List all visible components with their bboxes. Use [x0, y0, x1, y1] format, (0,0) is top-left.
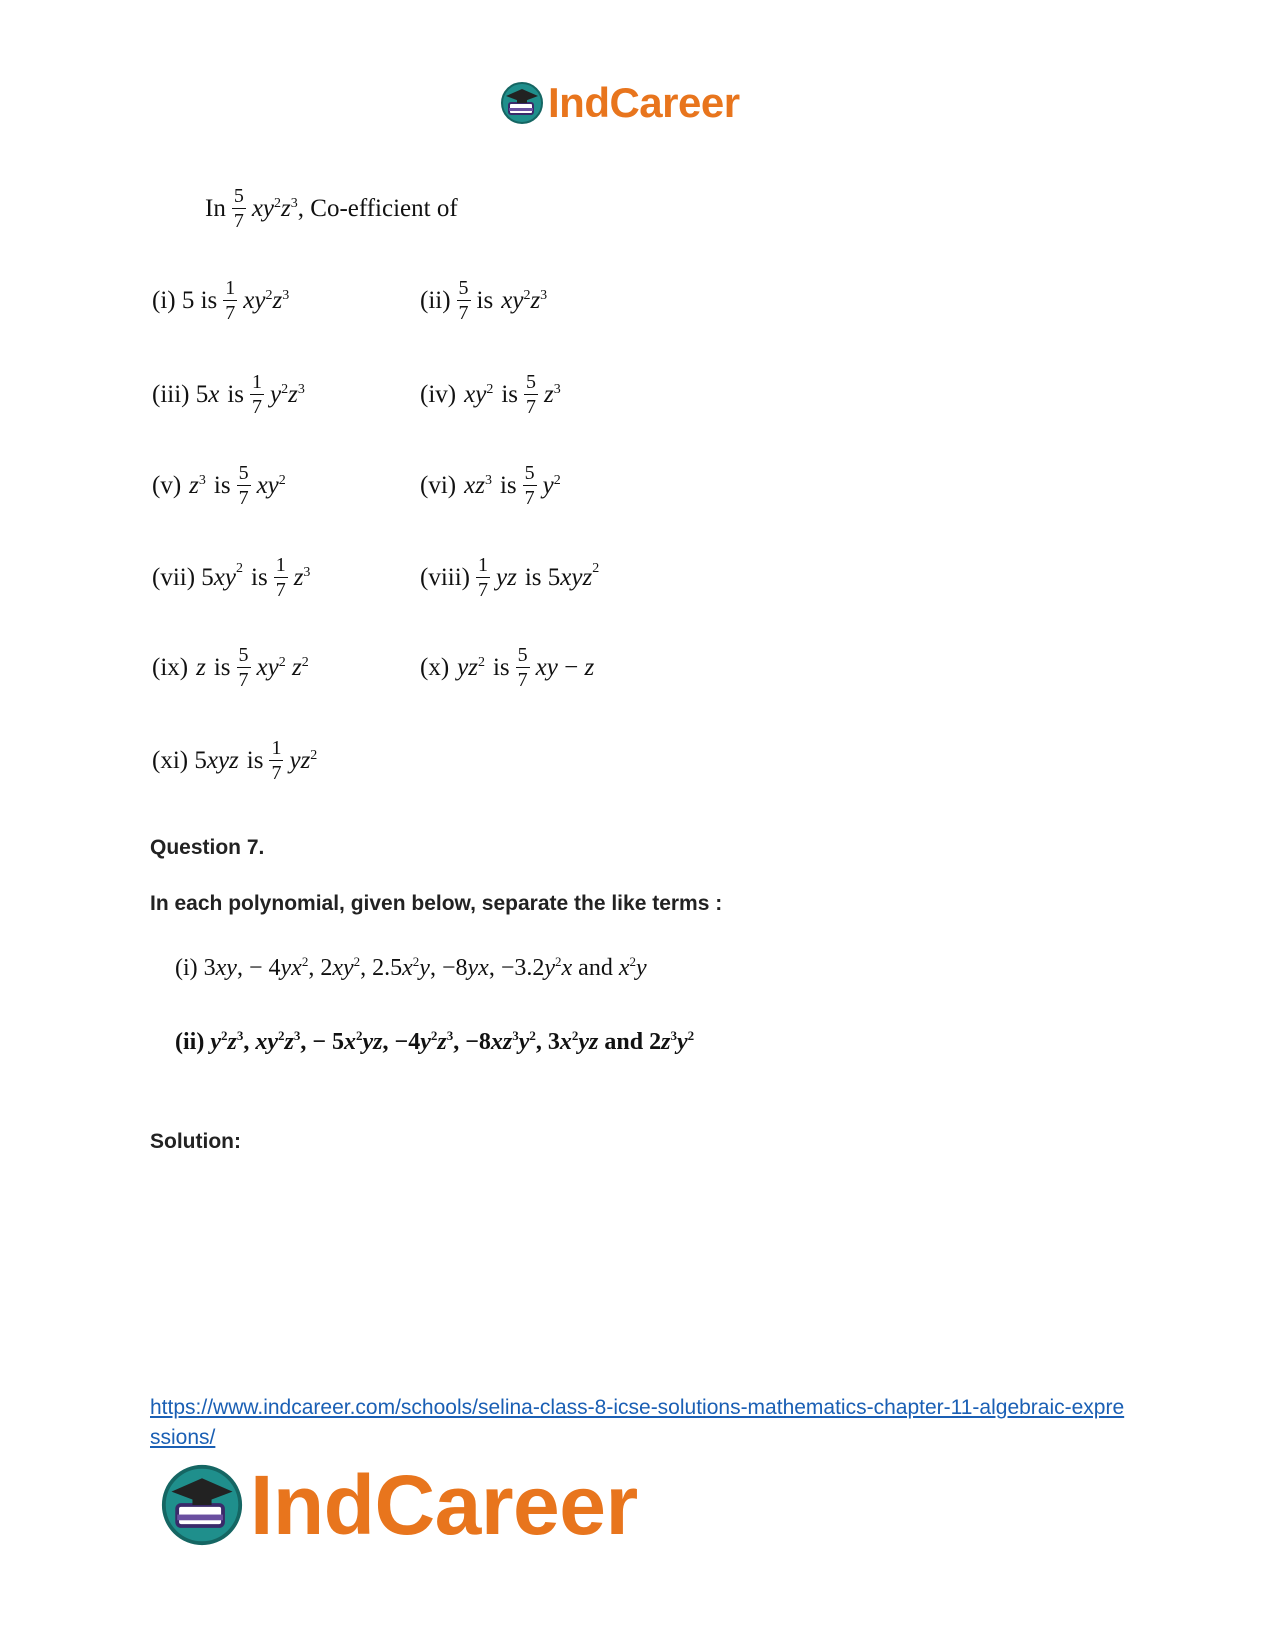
fraction: $\frac{1}{7}$ — [252, 371, 263, 418]
answer-item-iii: (iii) 5 x is $\frac{1}{7}$ $y^2z^3$ — [152, 371, 305, 418]
header-logo — [500, 80, 740, 126]
source-link[interactable]: https://www.indcareer.com/schools/selina-class-8-icse-solutions-mathematics-chapter-11-algebraic-expressions/ — [150, 1396, 1125, 1450]
fraction: $\frac{1}{7}$ — [275, 554, 286, 601]
expression: $xy^2z^3$ — [251, 195, 298, 222]
expression: $xy^2$ $z^2$ — [256, 654, 309, 681]
polynomial-part-i: (i) 3xy, − $4yx^2$, $2xy^2$, $2.5x^2y$, −8yx, $-3.2y^2x$ and $x^2y$ — [175, 954, 647, 981]
fraction: $\frac{5}{7}$ — [233, 185, 244, 232]
fraction: $\frac{1}{7}$ — [478, 554, 488, 601]
fraction: $\frac{5}{7}$ — [526, 371, 536, 418]
intro-lead: In — [205, 195, 226, 222]
expression: $xy^2$ — [464, 381, 494, 408]
answer-item-ix: (ix) z is $\frac{5}{7}$ $xy^2$ $z^2$ — [152, 644, 309, 691]
expression: $z^3$ — [189, 472, 206, 499]
fraction: $\frac{5}{7}$ — [238, 462, 249, 509]
brand-name: IndCareer — [250, 1458, 638, 1552]
intro-tail: , Co-efficient of — [297, 195, 458, 222]
polynomial-part-ii: (ii) $y^2z^3$, $xy^2z^3$, − $5x^2yz$, $-4y^2z^3$, $-8xz^3y^2$, $3x^2yz$ and $2z^3y^2$ — [175, 1028, 695, 1055]
answer-item-v: (v) $z^3$ is $\frac{5}{7}$ $xy^2$ — [152, 462, 286, 509]
question-prompt: In each polynomial, given below, separate the like terms : — [150, 892, 723, 915]
fraction: $\frac{5}{7}$ — [458, 277, 469, 324]
expression: $y^2$ — [542, 472, 561, 499]
brand-name: IndCareer — [548, 79, 740, 126]
fraction: $\frac{5}{7}$ — [524, 462, 535, 509]
answer-item-xi: (xi) 5 xyz is $\frac{1}{7}$ $yz^2$ — [152, 737, 318, 784]
solution-title: Solution: — [150, 1130, 241, 1153]
graduation-cap-book-icon — [160, 1463, 244, 1547]
fraction: $\frac{5}{7}$ — [238, 644, 249, 691]
footer-logo — [160, 1458, 638, 1552]
expression: $xy^2z^3$ — [501, 287, 548, 314]
answer-item-x: (x) $yz^2$ is $\frac{5}{7}$ xy − z — [420, 644, 595, 691]
answer-item-ii: (ii) $\frac{5}{7}$ is $xy^2z^3$ — [420, 277, 548, 324]
question-title: Question 7. — [150, 836, 265, 859]
expression: $xy^2$ — [256, 472, 286, 499]
expression: $yz^2$ — [457, 654, 485, 681]
fraction: $\frac{1}{7}$ — [271, 737, 282, 784]
expression: xy − z — [535, 654, 595, 681]
answer-item-viii: (viii) $\frac{1}{7}$ yz is 5 xyz $^2$ — [420, 554, 600, 601]
answer-item-vii: (vii) 5 xy $^2$ is $\frac{1}{7}$ $z^3$ — [152, 554, 311, 601]
fraction: $\frac{5}{7}$ — [517, 644, 528, 691]
expression: $xy^2z^3$ — [243, 287, 290, 314]
fraction: $\frac{1}{7}$ — [225, 277, 236, 324]
answer-item-vi: (vi) $xz^3$ is $\frac{5}{7}$ $y^2$ — [420, 462, 561, 509]
expression: $y^2z^3$ — [270, 381, 305, 408]
expression: $yz^2$ — [289, 747, 318, 774]
expression: $z^3$ — [544, 381, 561, 408]
expression: yz — [496, 564, 517, 591]
expression: $z^3$ — [293, 564, 311, 591]
expression: z — [196, 654, 206, 681]
intro-line — [205, 186, 458, 231]
answer-item-iv: (iv) $xy^2$ is $\frac{5}{7}$ $z^3$ — [420, 371, 561, 418]
answer-item-i: (i) 5 is $\frac{1}{7}$ $xy^2z^3$ — [152, 277, 290, 324]
expression: $xz^3$ — [464, 472, 492, 499]
graduation-cap-book-icon — [500, 81, 544, 125]
